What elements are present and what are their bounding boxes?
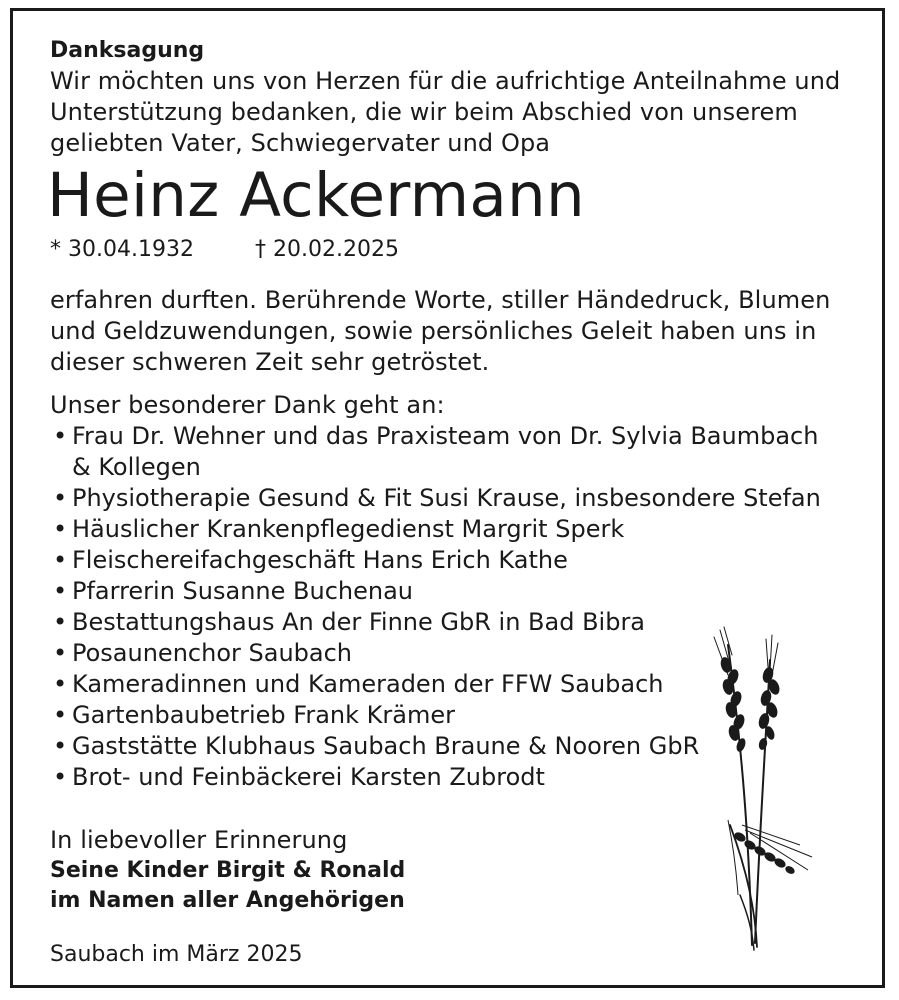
place-date: Saubach im März 2025 <box>50 942 303 967</box>
notice-heading: Danksagung <box>50 38 205 63</box>
bullet-icon: • <box>53 422 68 450</box>
intro-line: Unterstützung bedanken, die wir beim Abschied von unserem <box>50 98 798 126</box>
birth-date: * 30.04.1932 <box>50 237 194 262</box>
list-item-text: & Kollegen <box>72 453 201 481</box>
bullet-icon: • <box>53 670 68 698</box>
intro-line: Wir möchten uns von Herzen für die aufrichtige Anteilnahme und <box>50 67 841 95</box>
deceased-name: Heinz Ackermann <box>47 160 585 231</box>
bullet-icon: • <box>53 701 68 729</box>
list-item <box>50 421 850 483</box>
death-date: † 20.02.2025 <box>255 237 399 262</box>
bullet-icon: • <box>53 484 68 512</box>
intro-line: geliebten Vater, Schwiegervater und Opa <box>50 129 551 157</box>
comfort-line: und Geldzuwendungen, sowie persönliches Geleit haben uns in <box>50 317 817 345</box>
list-item-text: Pfarrerin Susanne Buchenau <box>72 577 414 605</box>
list-item-text: Physiotherapie Gesund & Fit Susi Krause, insbesondere Stefan <box>72 484 821 512</box>
list-item-text: Posaunenchor Saubach <box>72 639 352 667</box>
list-item-text: Gaststätte Klubhaus Saubach Braune & Nooren GbR <box>72 732 700 760</box>
remembrance-line: In liebevoller Erinnerung <box>50 826 348 854</box>
bullet-icon: • <box>53 608 68 636</box>
thanks-intro: Unser besonderer Dank geht an: <box>50 391 445 419</box>
comfort-line: dieser schweren Zeit sehr getröstet. <box>50 348 490 376</box>
list-item-text: Brot- und Feinbäckerei Karsten Zubrodt <box>72 763 545 791</box>
list-item-text: Kameradinnen und Kameraden der FFW Saubach <box>72 670 664 698</box>
list-item <box>50 545 850 576</box>
bullet-icon: • <box>53 577 68 605</box>
comfort-line: erfahren durften. Berührende Worte, stiller Händedruck, Blumen <box>50 286 831 314</box>
bullet-icon: • <box>53 639 68 667</box>
signer-line: Seine Kinder Birgit & Ronald <box>50 858 406 883</box>
wheat-ears-icon <box>700 625 820 955</box>
list-item-text: Gartenbaubetrieb Frank Krämer <box>72 701 455 729</box>
bullet-icon: • <box>53 546 68 574</box>
list-item <box>50 514 850 545</box>
intro-paragraph <box>50 66 850 159</box>
bullet-icon: • <box>53 515 68 543</box>
list-item-text: Frau Dr. Wehner und das Praxisteam von Dr. Sylvia Baumbach <box>72 422 819 450</box>
signer-line: im Namen aller Angehörigen <box>50 888 405 913</box>
list-item-text: Bestattungshaus An der Finne GbR in Bad Bibra <box>72 608 646 636</box>
bullet-icon: • <box>53 732 68 760</box>
list-item-text: Fleischereifachgeschäft Hans Erich Kathe <box>72 546 568 574</box>
bullet-icon: • <box>53 763 68 791</box>
life-dates <box>50 235 850 265</box>
list-item <box>50 576 850 607</box>
comfort-paragraph <box>50 285 850 378</box>
list-item-text: Häuslicher Krankenpflegedienst Margrit Sperk <box>72 515 625 543</box>
list-item <box>50 483 850 514</box>
